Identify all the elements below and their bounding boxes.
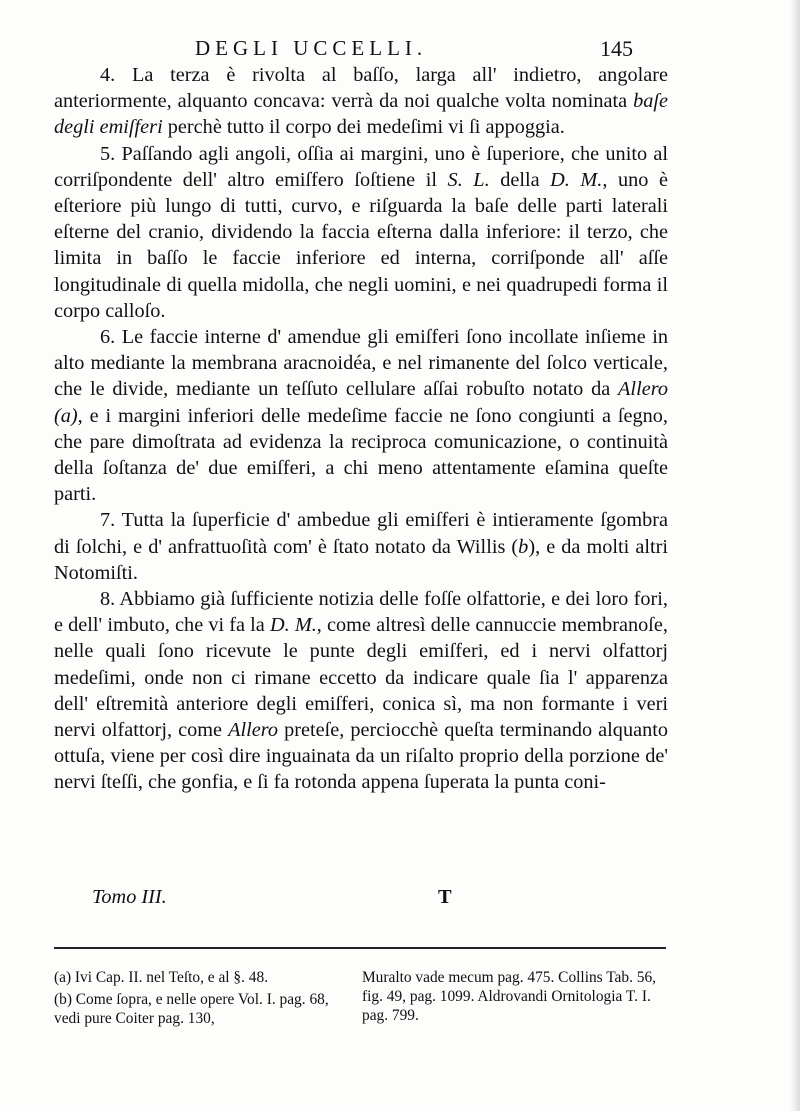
footnote-a: (a) Ivi Cap. II. nel Teſto, e al §. 48. xyxy=(54,969,269,986)
paragraph-text: preteſe, perciocchè queſta terminando alquanto ottuſa, viene per così dire inguainata da un riſalto proprio della porzione de' nervi ſteſſi, che gonfia, e ſi fa rotonda appena ſuperata la punta coni- xyxy=(54,719,669,794)
paragraph-text: , come altresì delle cannuccie membranoſe, nelle quali ſono ricevute le punte degli emiſferi, ed i nervi olfattorj medeſimi, onde non ci rimane eccetto da indicare quale ſia l' apparenza dell' eſtremità anteriore degli emiſferi, conica sì, ma non formante i veri nervi olfattorj, come xyxy=(54,614,668,742)
paragraph-text: ), e da molti altri Notomiſti. xyxy=(54,535,668,584)
paragraph-text: Le faccie interne d' amendue gli emiſferi ſono incollate inſieme in alto mediante la membrana aracnoidéa, e nel rimanente del ſolco verticale, che le divide, mediante un teſſuto cellulare aſſai robuſto notato da xyxy=(54,326,668,401)
paragraph-text: della xyxy=(489,168,551,191)
paragraph-text: Tutta la ſuperficie d' ambedue gli emiſferi è intieramente ſgombra di ſolchi, e d' anfrattuoſità com' è ſtato notato da Willis ( xyxy=(54,509,668,558)
running-head: DEGLI UCCELLI. xyxy=(195,36,428,60)
paragraph-5 xyxy=(54,141,668,324)
footnote-b-continued: Muralto vade mecum pag. 475. Collins Tab. 56, fig. 49, pag. 1099. Aldrovandi Ornitologia T. I. pag. 799. xyxy=(362,969,657,1024)
signature-mark: T xyxy=(438,886,452,908)
paragraph-text: La terza è rivolta al baſſo, larga all' indietro, angolare anteriormente, alquanto concava: verrà da noi qualche volta nominata xyxy=(54,64,668,113)
paragraph-number: 4. xyxy=(100,64,116,86)
paragraph-number: 8. xyxy=(100,588,116,611)
paragraph-text: perchè tutto il corpo dei medeſimi vi ſi appoggia. xyxy=(162,116,565,139)
paragraph-number: 7. xyxy=(100,509,116,532)
footnote-b: (b) Come ſopra, e nelle opere Vol. I. pag. 68, vedi pure Coiter pag. 130, xyxy=(54,991,329,1027)
paragraph-text: Paſſando agli angoli, oſſia ai margini, uno è ſuperiore, che unito al corriſpondente dell' altro emiſfero ſoſtiene il xyxy=(54,142,668,191)
footnote-rule xyxy=(54,947,666,949)
paragraph-italic: b xyxy=(518,535,529,558)
paragraph-italic: S. L. xyxy=(447,168,490,191)
paragraph-italic: Allero (a) xyxy=(54,378,668,427)
footnotes-left-column xyxy=(54,968,346,1031)
paragraph-text: , uno è eſteriore più lungo di tutti, curvo, e riſguarda la baſe delle parti laterali eſterne del cranio, dividendo la faccia eſterna dalla inferiore: il terzo, che limita in baſſo le faccie inferiore ed interna, corriſponde all' aſſe longitudinale di quella midolla, che negli uomini, e nei quadrupedi forma il corpo calloſo. xyxy=(54,168,668,322)
paragraph-4 xyxy=(54,62,668,141)
paragraph-italic: Allero xyxy=(228,719,279,742)
paragraph-8 xyxy=(54,586,668,796)
signature-line xyxy=(54,886,668,916)
paragraph-italic: D. M. xyxy=(269,614,317,637)
page-edge-shadow xyxy=(790,0,800,1111)
paragraph-6 xyxy=(54,324,668,507)
signature-label: Tomo III. xyxy=(92,886,167,908)
page-number: 145 xyxy=(600,36,633,61)
body-text xyxy=(54,62,668,796)
paragraph-italic: baſe degli emiſferi xyxy=(54,90,668,139)
paragraph-italic: D. M. xyxy=(550,168,603,191)
paragraph-number: 5. xyxy=(100,142,116,165)
paragraph-text: Abbiamo già ſufficiente notizia delle foſſe olfattorie, e dei loro fori, e dell' imbuto, che vi fa la xyxy=(54,588,668,637)
paragraph-number: 6. xyxy=(100,326,116,349)
footnotes-right-column xyxy=(362,968,668,1028)
paragraph-7 xyxy=(54,507,668,586)
paragraph-text: , e i margini inferiori delle medeſime faccie ne ſono congiunti a ſegno, che pare dimoſtrata ad evidenza la reciproca comunicazione, o continuità della ſoſtanza de' due emiſferi, a chi meno attentamente eſamina queſte parti. xyxy=(54,404,668,506)
